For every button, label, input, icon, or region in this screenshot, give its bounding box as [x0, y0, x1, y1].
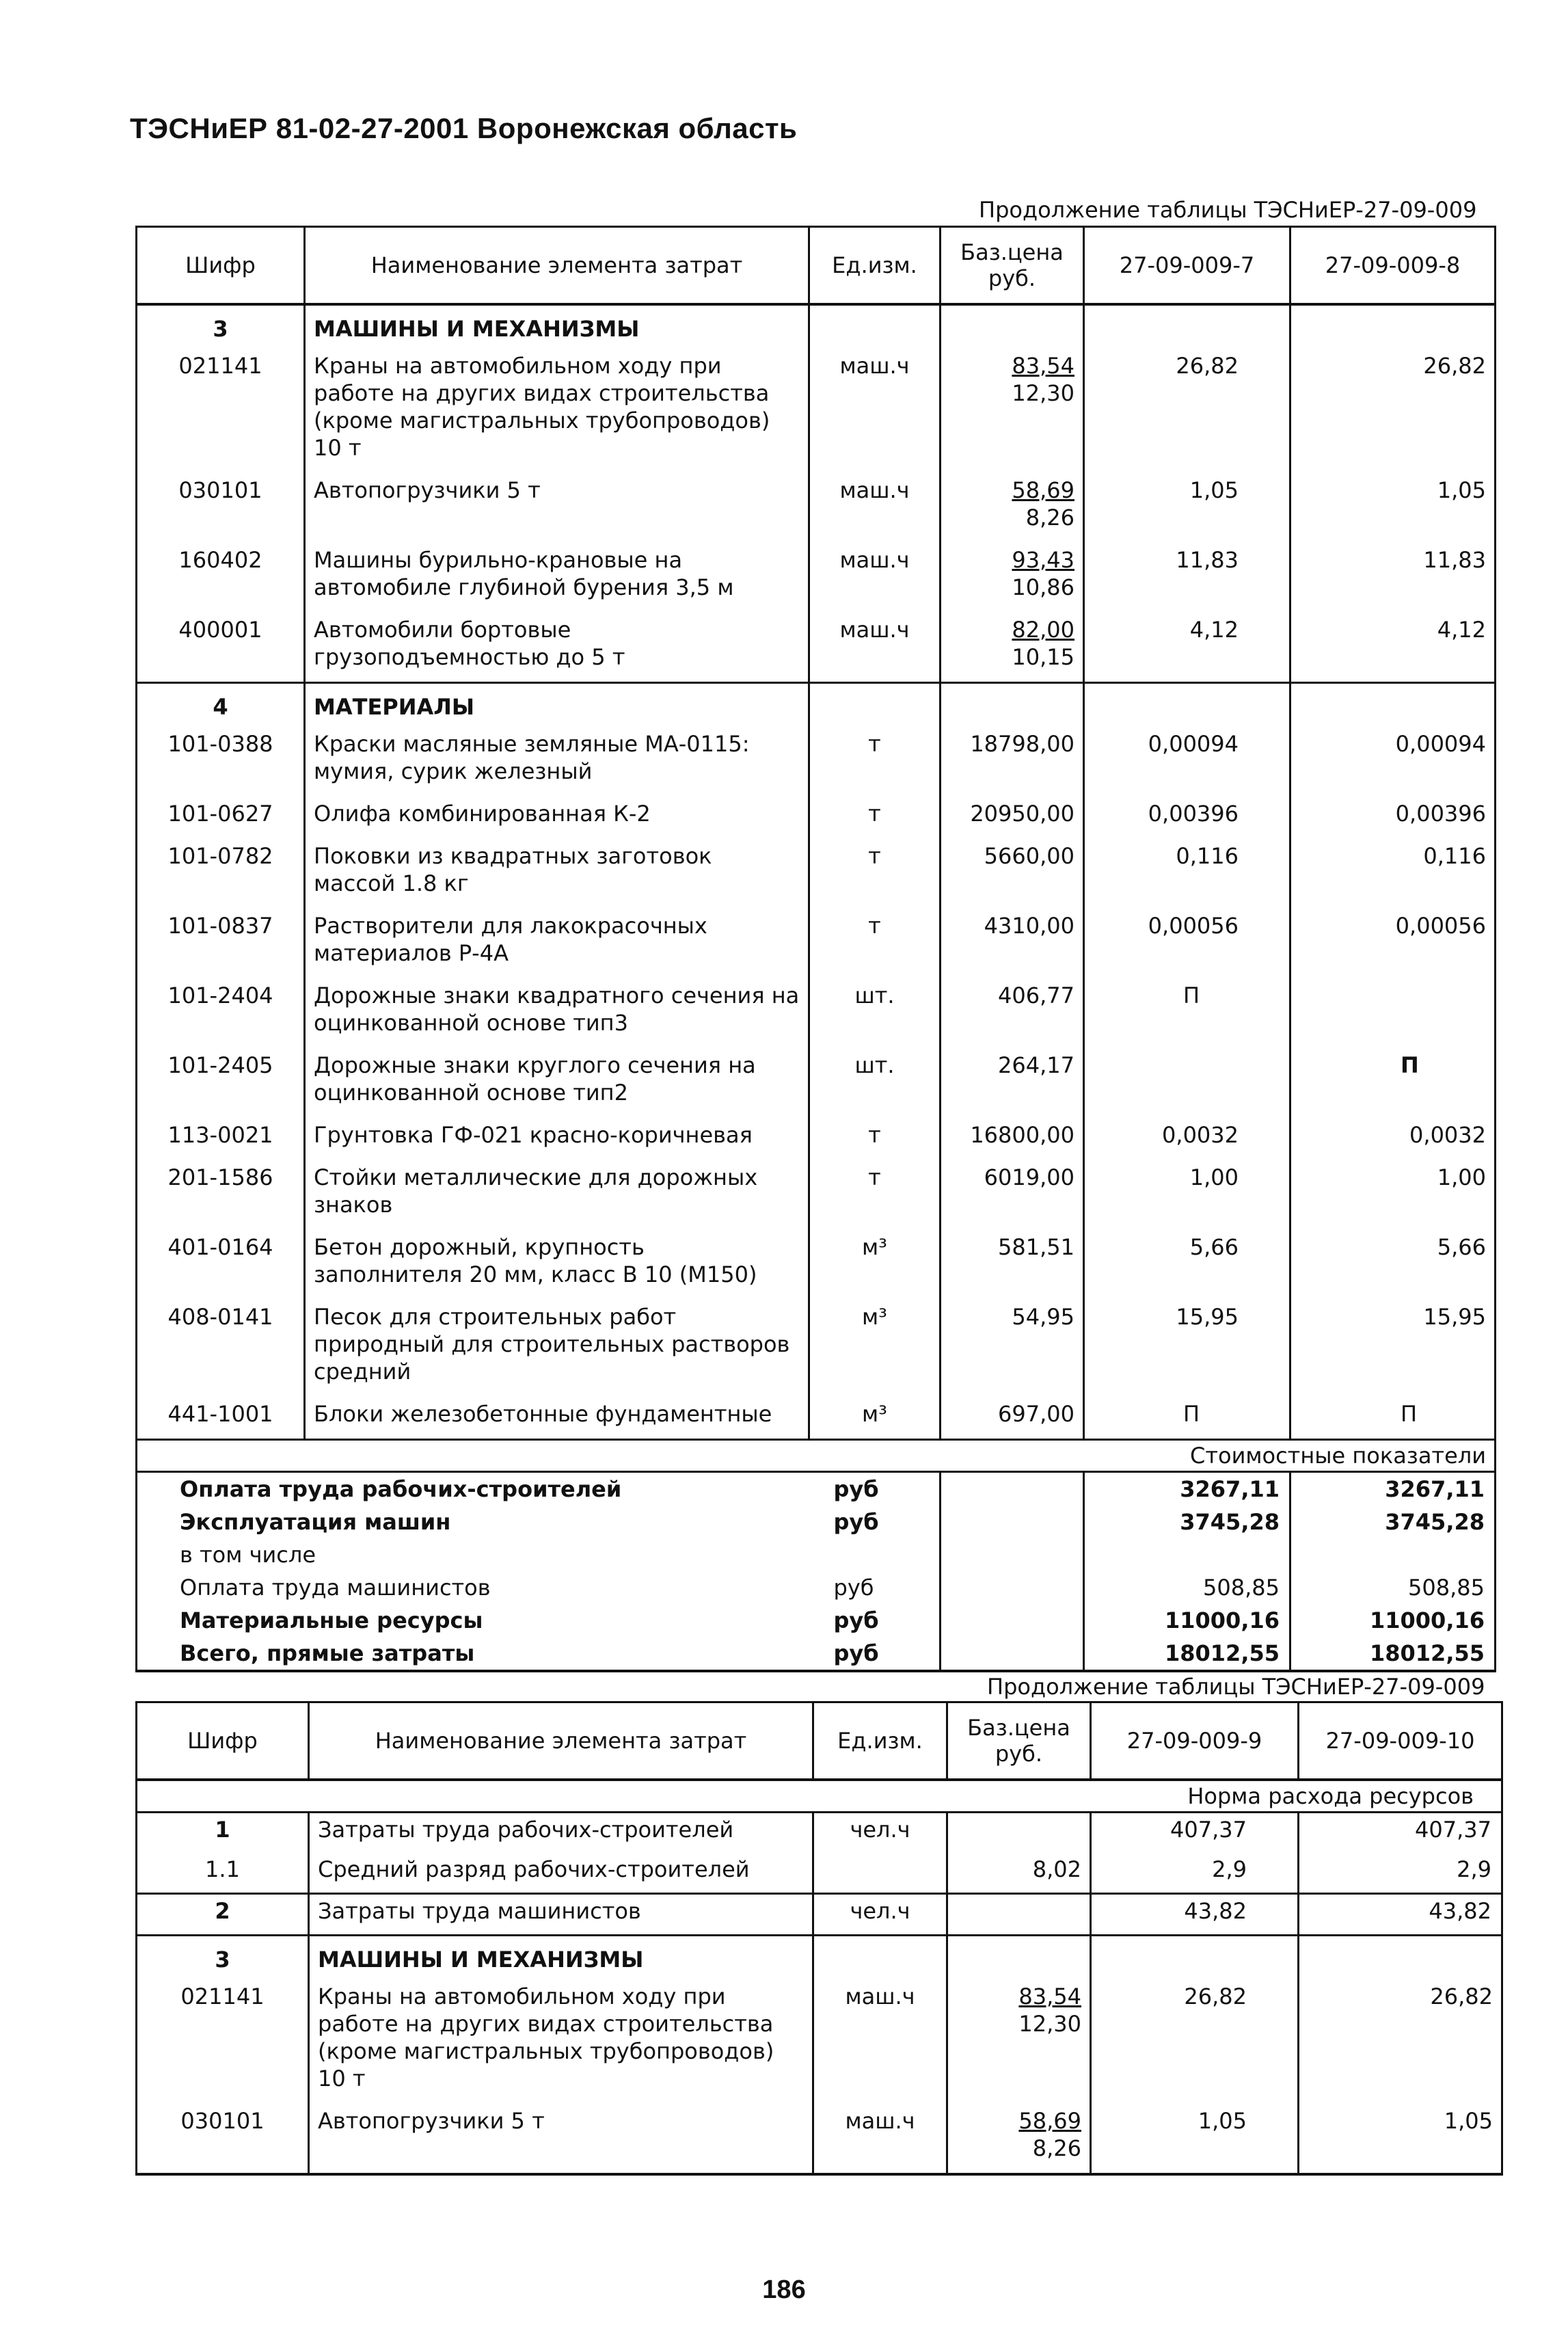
row-unit: маш.ч: [809, 612, 941, 683]
cost-value-col2: 3745,28: [1290, 1506, 1496, 1538]
empty-cell: [813, 1936, 947, 1979]
row-unit: т: [809, 1160, 941, 1229]
section-title: МАШИНЫ И МЕХАНИЗМЫ: [309, 1936, 813, 1979]
section-number: 3: [137, 1936, 309, 1979]
row-value-col2: 1,00: [1290, 1160, 1496, 1229]
row-unit: т: [809, 838, 941, 908]
row-price: [941, 1396, 1084, 1440]
row-value-col2: 26,82: [1290, 348, 1496, 472]
row-unit: т: [809, 726, 941, 796]
row-price: [941, 1299, 1084, 1396]
row-price-value: 58,69: [1018, 2108, 1081, 2134]
cost-label: Эксплуатация машин: [137, 1506, 809, 1538]
row-price: [941, 726, 1084, 796]
table2: [135, 1701, 1503, 2176]
empty-cell: [1091, 1936, 1299, 1979]
empty-cell: [941, 1506, 1084, 1538]
cost-label: Оплата труда машинистов: [137, 1571, 809, 1604]
row-code: 401-0164: [137, 1229, 305, 1299]
row-value-col2: 1,05: [1299, 2103, 1502, 2174]
row-price-machinist: 10,15: [1012, 644, 1074, 670]
table1: [135, 226, 1496, 1672]
row-price: [941, 1229, 1084, 1299]
section-row: [137, 683, 1496, 727]
header-col2: 27-09-009-10: [1299, 1702, 1502, 1780]
row-price: [941, 542, 1084, 612]
row-code: 408-0141: [137, 1299, 305, 1396]
row-name: Автопогрузчики 5 т: [305, 472, 809, 542]
row-value-col1: 1,05: [1084, 472, 1290, 542]
row-price: [941, 612, 1084, 683]
row-unit: [813, 1853, 947, 1894]
row-value-col1: П: [1084, 978, 1290, 1047]
row-code: 400001: [137, 612, 305, 683]
row-code: 160402: [137, 542, 305, 612]
row-value-col2: 1,05: [1290, 472, 1496, 542]
document-title: ТЭСНиЕР 81-02-27-2001 Воронежская область: [130, 112, 798, 144]
table-row: [137, 1853, 1502, 1894]
header-code: Шифр: [137, 1702, 309, 1780]
row-code: 021141: [137, 1979, 309, 2103]
row-name: Автомобили бортовые грузоподъемностью до 5 т: [305, 612, 809, 683]
header-price: Баз.цена руб.: [941, 227, 1084, 305]
row-price-value: 5660,00: [984, 843, 1074, 869]
empty-cell: [1290, 683, 1496, 727]
cost-row: [137, 1506, 1496, 1538]
empty-cell: [1084, 683, 1290, 727]
row-code: 1: [137, 1813, 309, 1854]
row-price-machinist: 8,26: [1025, 505, 1074, 531]
row-price-value: 264,17: [998, 1052, 1074, 1078]
header-name: Наименование элемента затрат: [309, 1702, 813, 1780]
table-row: [137, 726, 1496, 796]
row-name: Дорожные знаки круглого сечения на оцинкованной основе тип2: [305, 1047, 809, 1117]
table2-header-row: [137, 1702, 1502, 1780]
empty-cell: [941, 1538, 1084, 1571]
cost-label: Оплата труда рабочих-строителей: [137, 1472, 809, 1506]
row-value-col2: 0,00094: [1290, 726, 1496, 796]
row-unit: м³: [809, 1299, 941, 1396]
row-price: [947, 1894, 1091, 1936]
row-name: Машины бурильно-крановые на автомобиле глубиной бурения 3,5 м: [305, 542, 809, 612]
header-unit: Ед.изм.: [813, 1702, 947, 1780]
row-name: Блоки железобетонные фундаментные: [305, 1396, 809, 1440]
row-unit: т: [809, 1117, 941, 1160]
row-price: [941, 472, 1084, 542]
section-title: МАШИНЫ И МЕХАНИЗМЫ: [305, 304, 809, 348]
row-unit: м³: [809, 1229, 941, 1299]
section-title: МАТЕРИАЛЫ: [305, 683, 809, 727]
empty-cell: [941, 1604, 1084, 1637]
row-unit: маш.ч: [809, 472, 941, 542]
cost-unit: руб: [809, 1472, 941, 1506]
table1-body: [137, 304, 1496, 1671]
row-code: 113-0021: [137, 1117, 305, 1160]
empty-cell: [1084, 304, 1290, 348]
row-price: [941, 838, 1084, 908]
table-row: [137, 1047, 1496, 1117]
row-name: Песок для строительных работ природный для строительных растворов средний: [305, 1299, 809, 1396]
row-value-col1: 1,05: [1091, 2103, 1299, 2174]
cost-caption-row: [137, 1440, 1496, 1472]
row-price: [947, 1813, 1091, 1854]
cost-value-col2: 18012,55: [1290, 1637, 1496, 1671]
row-value-col2: П: [1290, 1047, 1496, 1117]
cost-unit: [809, 1538, 941, 1571]
row-price-value: 58,69: [1012, 477, 1074, 503]
row-name: Краны на автомобильном ходу при работе на других видах строительства (кроме магистральных трубопроводов) 10 т: [309, 1979, 813, 2103]
section-row: [137, 304, 1496, 348]
row-name: Краски масляные земляные МА-0115: мумия, сурик железный: [305, 726, 809, 796]
table-row: [137, 1894, 1502, 1936]
table-row: [137, 612, 1496, 683]
cost-caption: Стоимостные показатели: [137, 1440, 1496, 1472]
cost-value-col1: 11000,16: [1084, 1604, 1290, 1637]
cost-row: [137, 1472, 1496, 1506]
table-row: [137, 838, 1496, 908]
cost-row: [137, 1604, 1496, 1637]
header-name: Наименование элемента затрат: [305, 227, 809, 305]
row-price: [941, 1160, 1084, 1229]
row-value-col1: 407,37: [1091, 1813, 1299, 1854]
row-unit: маш.ч: [809, 348, 941, 472]
row-price-value: 93,43: [1012, 547, 1074, 573]
row-value-col1: 0,116: [1084, 838, 1290, 908]
row-price-value: 82,00: [1012, 617, 1074, 643]
empty-cell: [947, 1936, 1091, 1979]
row-code: 101-2405: [137, 1047, 305, 1117]
row-price-value: 406,77: [998, 983, 1074, 1008]
table2-caption: Продолжение таблицы ТЭСНиЕР-27-09-009: [987, 1674, 1485, 1700]
cost-value-col1: 18012,55: [1084, 1637, 1290, 1671]
row-name: Дорожные знаки квадратного сечения на оцинкованной основе тип3: [305, 978, 809, 1047]
row-unit: маш.ч: [813, 2103, 947, 2174]
row-value-col2: 0,0032: [1290, 1117, 1496, 1160]
row-price-machinist: 10,86: [1012, 574, 1074, 600]
row-value-col1: 4,12: [1084, 612, 1290, 683]
row-unit: чел.ч: [813, 1894, 947, 1936]
row-value-col1: 2,9: [1091, 1853, 1299, 1894]
header-col1: 27-09-009-9: [1091, 1702, 1299, 1780]
row-code: 021141: [137, 348, 305, 472]
cost-unit: руб: [809, 1506, 941, 1538]
row-value-col1: 26,82: [1091, 1979, 1299, 2103]
row-unit: м³: [809, 1396, 941, 1440]
row-price-value: 16800,00: [970, 1122, 1074, 1148]
row-unit: маш.ч: [813, 1979, 947, 2103]
row-price-value: 697,00: [998, 1401, 1074, 1427]
row-price: [941, 348, 1084, 472]
table2-body: [137, 1780, 1502, 2174]
table-row: [137, 908, 1496, 978]
row-value-col2: 15,95: [1290, 1299, 1496, 1396]
header-unit: Ед.изм.: [809, 227, 941, 305]
row-name: Стойки металлические для дорожных знаков: [305, 1160, 809, 1229]
row-unit: шт.: [809, 1047, 941, 1117]
row-value-col2: 0,00056: [1290, 908, 1496, 978]
row-price: [947, 2103, 1091, 2174]
row-value-col1: 0,00056: [1084, 908, 1290, 978]
row-name: Бетон дорожный, крупность заполнителя 20 мм, класс В 10 (М150): [305, 1229, 809, 1299]
row-name: Средний разряд рабочих-строителей: [309, 1853, 813, 1894]
header-col2: 27-09-009-8: [1290, 227, 1496, 305]
row-price: [941, 796, 1084, 838]
row-name: Олифа комбинированная К-2: [305, 796, 809, 838]
row-code: 2: [137, 1894, 309, 1936]
norm-caption-row: [137, 1780, 1502, 1813]
row-name: Краны на автомобильном ходу при работе на других видах строительства (кроме магистральных трубопроводов) 10 т: [305, 348, 809, 472]
row-value-col1: 1,00: [1084, 1160, 1290, 1229]
row-value-col1: 0,00094: [1084, 726, 1290, 796]
row-value-col1: 26,82: [1084, 348, 1290, 472]
table1-header-row: [137, 227, 1496, 305]
row-name: Затраты труда машинистов: [309, 1894, 813, 1936]
table-row: [137, 2103, 1502, 2174]
row-value-col2: [1290, 978, 1496, 1047]
row-price: [947, 1979, 1091, 2103]
cost-unit: руб: [809, 1637, 941, 1671]
row-code: 101-0782: [137, 838, 305, 908]
row-value-col1: 43,82: [1091, 1894, 1299, 1936]
row-price-value: 581,51: [998, 1234, 1074, 1260]
section-row: [137, 1936, 1502, 1979]
table-row: [137, 1979, 1502, 2103]
row-price: [941, 1117, 1084, 1160]
row-value-col2: 407,37: [1299, 1813, 1502, 1854]
empty-cell: [809, 304, 941, 348]
row-price-value: 83,54: [1012, 353, 1074, 379]
page-number: 186: [762, 2275, 806, 2304]
row-price-machinist: 12,30: [1012, 380, 1074, 406]
row-price-value: 18798,00: [970, 731, 1074, 757]
row-price: 8,02: [947, 1853, 1091, 1894]
row-value-col1: 5,66: [1084, 1229, 1290, 1299]
table-row: [137, 978, 1496, 1047]
row-code: 201-1586: [137, 1160, 305, 1229]
row-value-col1: П: [1084, 1396, 1290, 1440]
row-value-col1: 0,0032: [1084, 1117, 1290, 1160]
row-unit: шт.: [809, 978, 941, 1047]
empty-cell: [809, 683, 941, 727]
row-unit: т: [809, 908, 941, 978]
row-value-col2: 43,82: [1299, 1894, 1502, 1936]
row-price-value: 54,95: [1012, 1304, 1074, 1330]
row-price-machinist: 12,30: [1018, 2011, 1081, 2037]
row-price: [941, 908, 1084, 978]
table-row: [137, 1396, 1496, 1440]
cost-value-col2: [1290, 1538, 1496, 1571]
table-row: [137, 1229, 1496, 1299]
cost-row: [137, 1538, 1496, 1571]
cost-value-col1: 3745,28: [1084, 1506, 1290, 1538]
row-value-col2: 2,9: [1299, 1853, 1502, 1894]
cost-row: [137, 1571, 1496, 1604]
row-price: [941, 978, 1084, 1047]
row-price-value: 4310,00: [984, 913, 1074, 939]
row-code: 441-1001: [137, 1396, 305, 1440]
cost-value-col1: [1084, 1538, 1290, 1571]
cost-label: в том числе: [137, 1538, 809, 1571]
table-row: [137, 1299, 1496, 1396]
section-number: 4: [137, 683, 305, 727]
row-name: Поковки из квадратных заготовок массой 1.8 кг: [305, 838, 809, 908]
row-value-col2: 4,12: [1290, 612, 1496, 683]
row-value-col2: 26,82: [1299, 1979, 1502, 2103]
empty-cell: [941, 683, 1084, 727]
empty-cell: [1299, 1936, 1502, 1979]
empty-cell: [941, 304, 1084, 348]
row-code: 101-0388: [137, 726, 305, 796]
cost-row: [137, 1637, 1496, 1671]
table-row: [137, 796, 1496, 838]
table-row: [137, 1160, 1496, 1229]
cost-value-col2: 11000,16: [1290, 1604, 1496, 1637]
row-value-col2: П: [1290, 1396, 1496, 1440]
row-value-col1: [1084, 1047, 1290, 1117]
row-name: Растворители для лакокрасочных материалов Р-4А: [305, 908, 809, 978]
row-value-col1: 0,00396: [1084, 796, 1290, 838]
row-value-col2: 11,83: [1290, 542, 1496, 612]
row-price-value: 83,54: [1018, 1983, 1081, 2009]
table-row: [137, 472, 1496, 542]
norm-caption: Норма расхода ресурсов: [137, 1780, 1502, 1813]
table-row: [137, 348, 1496, 472]
cost-unit: руб: [809, 1571, 941, 1604]
row-code: 101-0627: [137, 796, 305, 838]
table-row: [137, 542, 1496, 612]
cost-label: Всего, прямые затраты: [137, 1637, 809, 1671]
row-code: 1.1: [137, 1853, 309, 1894]
row-unit: т: [809, 796, 941, 838]
cost-label: Материальные ресурсы: [137, 1604, 809, 1637]
empty-cell: [941, 1472, 1084, 1506]
row-unit: чел.ч: [813, 1813, 947, 1854]
row-price-value: 6019,00: [984, 1164, 1074, 1190]
row-code: 030101: [137, 2103, 309, 2174]
header-price: Баз.цена руб.: [947, 1702, 1091, 1780]
row-code: 101-0837: [137, 908, 305, 978]
cost-unit: руб: [809, 1604, 941, 1637]
table-row: [137, 1117, 1496, 1160]
row-price-machinist: 8,26: [1032, 2135, 1081, 2161]
empty-cell: [941, 1571, 1084, 1604]
header-col1: 27-09-009-7: [1084, 227, 1290, 305]
table1-caption: Продолжение таблицы ТЭСНиЕР-27-09-009: [979, 197, 1477, 223]
row-value-col1: 11,83: [1084, 542, 1290, 612]
cost-value-col1: 508,85: [1084, 1571, 1290, 1604]
row-price-value: 20950,00: [970, 801, 1074, 827]
cost-value-col2: 508,85: [1290, 1571, 1496, 1604]
cost-value-col2: 3267,11: [1290, 1472, 1496, 1506]
row-price: [941, 1047, 1084, 1117]
header-code: Шифр: [137, 227, 305, 305]
row-value-col1: 15,95: [1084, 1299, 1290, 1396]
section-number: 3: [137, 304, 305, 348]
row-unit: маш.ч: [809, 542, 941, 612]
row-code: 101-2404: [137, 978, 305, 1047]
row-value-col2: 5,66: [1290, 1229, 1496, 1299]
row-code: 030101: [137, 472, 305, 542]
row-value-col2: 0,00396: [1290, 796, 1496, 838]
empty-cell: [1290, 304, 1496, 348]
empty-cell: [941, 1637, 1084, 1671]
row-name: Затраты труда рабочих-строителей: [309, 1813, 813, 1854]
row-name: Автопогрузчики 5 т: [309, 2103, 813, 2174]
cost-value-col1: 3267,11: [1084, 1472, 1290, 1506]
table-row: [137, 1813, 1502, 1854]
row-name: Грунтовка ГФ-021 красно-коричневая: [305, 1117, 809, 1160]
row-value-col2: 0,116: [1290, 838, 1496, 908]
